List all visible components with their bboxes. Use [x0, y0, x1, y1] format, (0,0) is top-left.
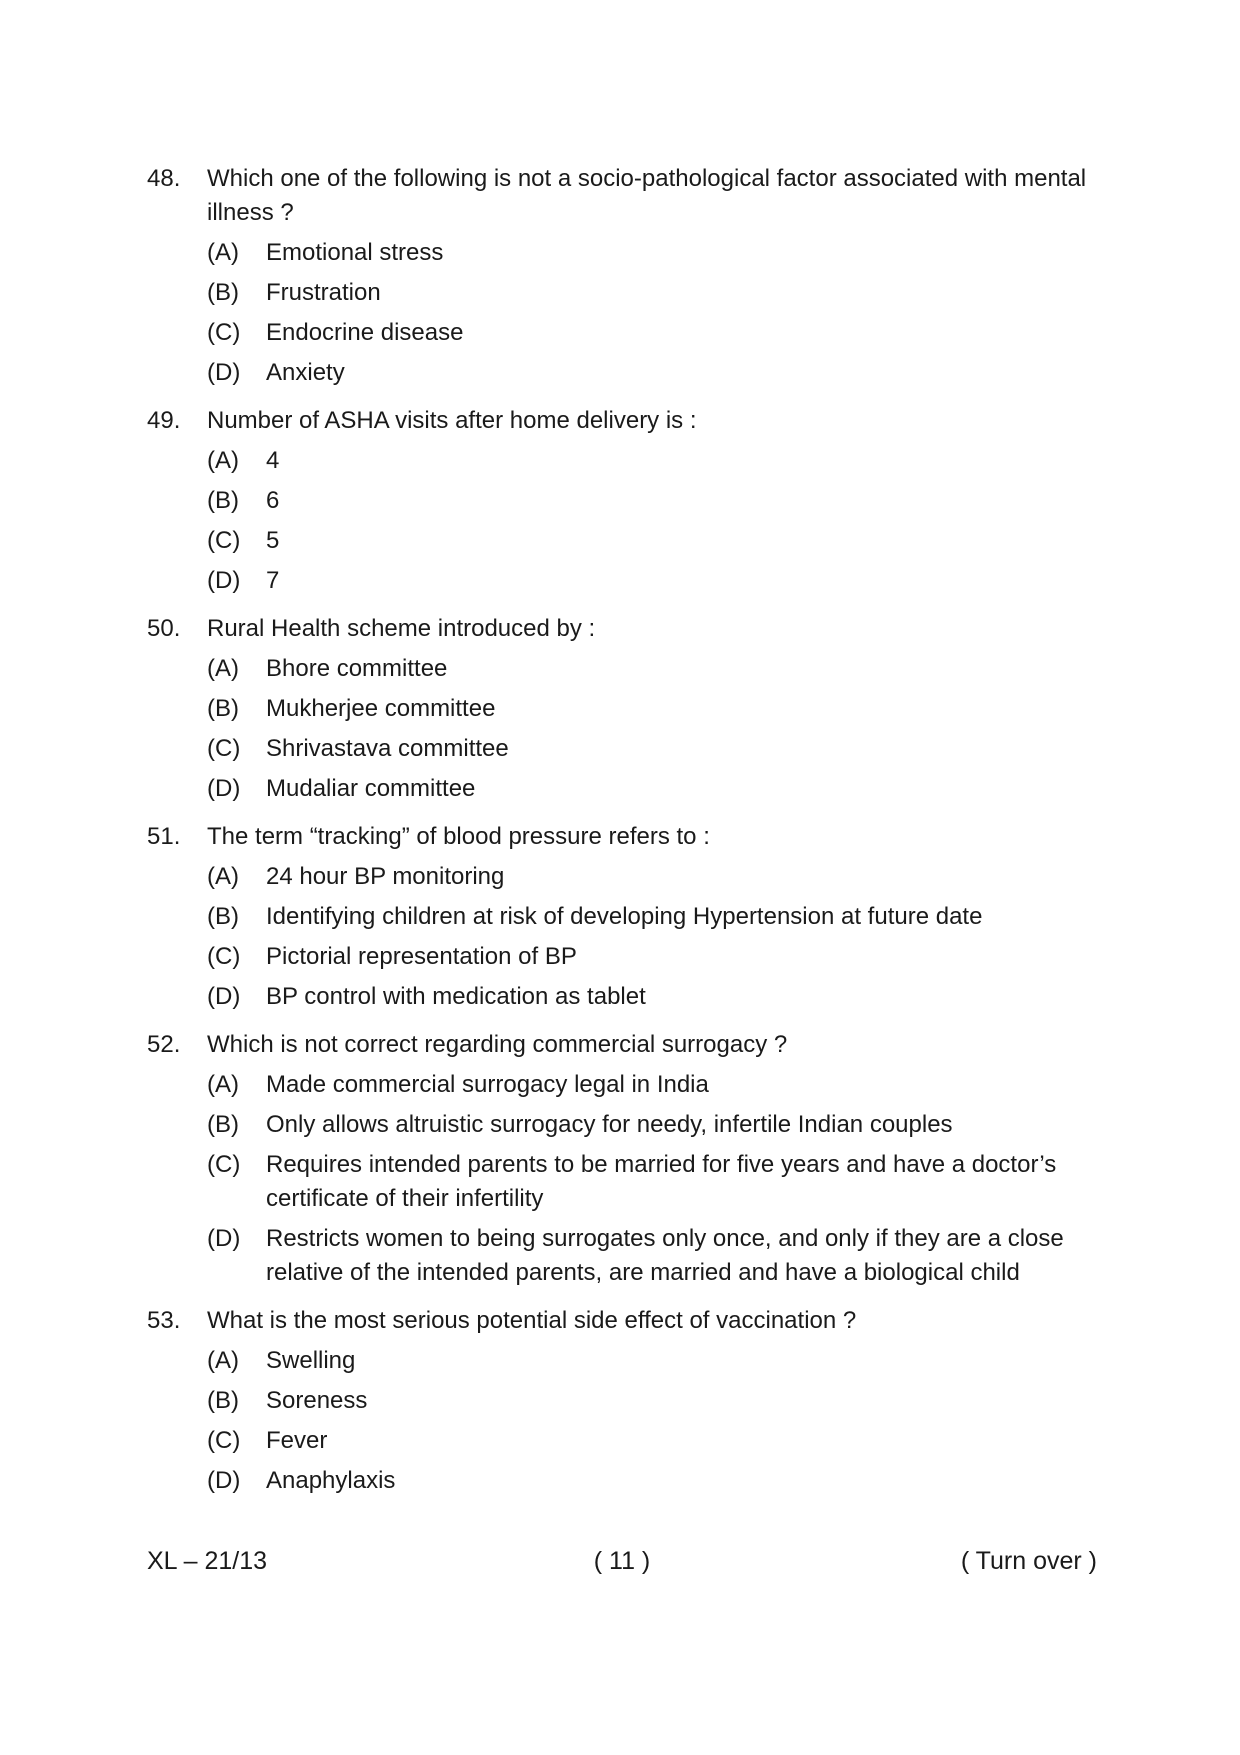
- option-text: Requires intended parents to be married for five years and have a doctor’s certificate of their infertility: [266, 1151, 1057, 1212]
- answer-option: [207, 860, 1097, 894]
- question-item: [147, 162, 1097, 390]
- answer-option: [207, 940, 1097, 974]
- answer-option: [207, 1464, 1097, 1498]
- option-list: [207, 1344, 1097, 1498]
- answer-option: [207, 652, 1097, 686]
- option-letter: (A): [207, 447, 239, 474]
- question-text: Number of ASHA visits after home delivery is :: [207, 407, 697, 434]
- question-text: Rural Health scheme introduced by :: [207, 615, 596, 642]
- question-number: 49.: [147, 407, 181, 434]
- option-letter: (B): [207, 487, 239, 514]
- answer-option: [207, 900, 1097, 934]
- option-letter: (C): [207, 943, 241, 970]
- question-number: 48.: [147, 165, 181, 192]
- option-list: [207, 1068, 1097, 1290]
- option-text: Only allows altruistic surrogacy for needy, infertile Indian couples: [266, 1111, 953, 1138]
- option-text: Mukherjee committee: [266, 695, 496, 722]
- turn-over-note: ( Turn over ): [960, 1547, 1097, 1575]
- question-item: [147, 404, 1097, 598]
- answer-option: [207, 316, 1097, 350]
- answer-option: [207, 1424, 1097, 1458]
- option-text: 7: [266, 567, 280, 594]
- option-text: Anaphylaxis: [266, 1467, 396, 1494]
- option-letter: (C): [207, 319, 241, 346]
- option-text: BP control with medication as tablet: [266, 983, 646, 1010]
- option-list: [207, 236, 1097, 390]
- answer-option: [207, 444, 1097, 478]
- option-letter: (C): [207, 1427, 241, 1454]
- option-text: Mudaliar committee: [266, 775, 476, 802]
- question-list: [147, 162, 1097, 1512]
- option-letter: (D): [207, 983, 241, 1010]
- option-letter: (B): [207, 279, 239, 306]
- answer-option: [207, 1108, 1097, 1142]
- option-letter: (C): [207, 735, 241, 762]
- option-letter: (A): [207, 863, 239, 890]
- page-number: ( 11 ): [593, 1547, 651, 1575]
- option-letter: (D): [207, 359, 241, 386]
- option-text: Soreness: [266, 1387, 368, 1414]
- question-stem: [147, 1304, 1097, 1338]
- question-text: The term “tracking” of blood pressure refers to :: [207, 823, 710, 850]
- question-item: [147, 1028, 1097, 1290]
- option-letter: (D): [207, 567, 241, 594]
- option-text: Fever: [266, 1427, 328, 1454]
- question-stem: [147, 162, 1097, 230]
- option-letter: (C): [207, 527, 241, 554]
- option-text: 24 hour BP monitoring: [266, 863, 505, 890]
- option-letter: (D): [207, 1225, 241, 1252]
- question-item: [147, 612, 1097, 806]
- option-text: Swelling: [266, 1347, 356, 1374]
- option-list: [207, 444, 1097, 598]
- option-letter: (D): [207, 775, 241, 802]
- paper-code: XL – 21/13: [147, 1547, 268, 1575]
- option-text: Endocrine disease: [266, 319, 464, 346]
- option-letter: (B): [207, 695, 239, 722]
- option-text: Restricts women to being surrogates only once, and only if they are a close relative of the intended parents, are married and have a biological child: [266, 1225, 1064, 1286]
- option-text: Emotional stress: [266, 239, 444, 266]
- question-text: Which one of the following is not a socio-pathological factor associated with mental illness ?: [207, 165, 1087, 226]
- answer-option: [207, 356, 1097, 390]
- answer-option: [207, 1068, 1097, 1102]
- answer-option: [207, 1384, 1097, 1418]
- option-letter: (C): [207, 1151, 241, 1178]
- option-text: 6: [266, 487, 280, 514]
- question-number: 52.: [147, 1031, 181, 1058]
- question-number: 53.: [147, 1307, 181, 1334]
- question-stem: [147, 404, 1097, 438]
- answer-option: [207, 564, 1097, 598]
- answer-option: [207, 1148, 1097, 1216]
- answer-option: [207, 484, 1097, 518]
- question-stem: [147, 820, 1097, 854]
- option-letter: (B): [207, 1111, 239, 1138]
- option-letter: (A): [207, 1347, 239, 1374]
- question-stem: [147, 612, 1097, 646]
- question-text: Which is not correct regarding commercial surrogacy ?: [207, 1031, 788, 1058]
- option-text: Pictorial representation of BP: [266, 943, 577, 970]
- question-item: [147, 1304, 1097, 1498]
- option-text: Anxiety: [266, 359, 345, 386]
- option-text: 4: [266, 447, 280, 474]
- option-letter: (B): [207, 903, 239, 930]
- page-footer: [147, 1544, 1097, 1578]
- option-letter: (D): [207, 1467, 241, 1494]
- option-text: Made commercial surrogacy legal in India: [266, 1071, 709, 1098]
- answer-option: [207, 236, 1097, 270]
- option-letter: (A): [207, 655, 239, 682]
- option-text: Shrivastava committee: [266, 735, 509, 762]
- option-text: Bhore committee: [266, 655, 448, 682]
- option-list: [207, 860, 1097, 1014]
- option-letter: (A): [207, 1071, 239, 1098]
- question-number: 51.: [147, 823, 181, 850]
- question-text: What is the most serious potential side effect of vaccination ?: [207, 1307, 857, 1334]
- option-letter: (B): [207, 1387, 239, 1414]
- answer-option: [207, 276, 1097, 310]
- question-number: 50.: [147, 615, 181, 642]
- answer-option: [207, 732, 1097, 766]
- answer-option: [207, 980, 1097, 1014]
- question-stem: [147, 1028, 1097, 1062]
- answer-option: [207, 772, 1097, 806]
- answer-option: [207, 524, 1097, 558]
- option-text: Frustration: [266, 279, 381, 306]
- question-item: [147, 820, 1097, 1014]
- option-text: 5: [266, 527, 280, 554]
- answer-option: [207, 692, 1097, 726]
- option-letter: (A): [207, 239, 239, 266]
- answer-option: [207, 1344, 1097, 1378]
- answer-option: [207, 1222, 1097, 1290]
- option-text: Identifying children at risk of developing Hypertension at future date: [266, 903, 983, 930]
- option-list: [207, 652, 1097, 806]
